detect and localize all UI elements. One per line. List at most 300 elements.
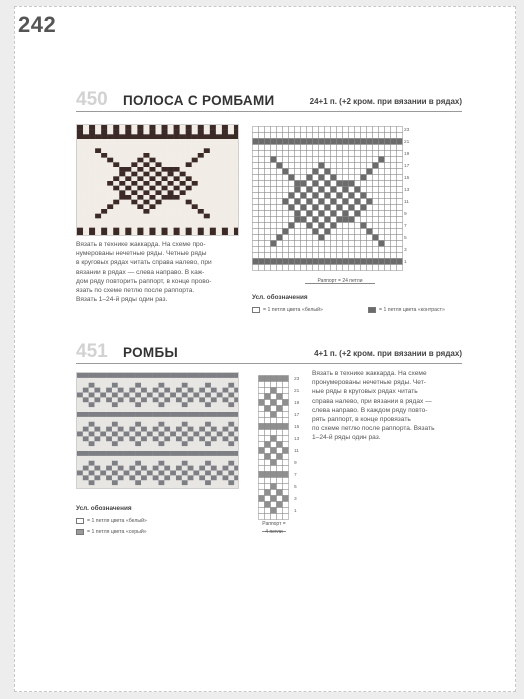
knit-stitch xyxy=(193,397,199,402)
pattern-451-legend-title: Усл. обозначения xyxy=(76,505,132,512)
knit-stitch xyxy=(141,397,147,402)
chart-cell xyxy=(391,163,397,169)
knit-stitch xyxy=(170,451,176,456)
knit-stitch xyxy=(223,432,229,437)
chart-cell xyxy=(373,145,379,151)
chart-cell xyxy=(367,151,373,157)
chart-cell xyxy=(271,412,277,418)
knit-stitch xyxy=(234,456,239,461)
knit-stitch xyxy=(113,134,119,139)
knit-stitch xyxy=(143,153,149,158)
knit-stitch xyxy=(223,485,229,489)
knit-stitch xyxy=(153,471,159,476)
chart-cell xyxy=(397,169,403,175)
knit-stitch xyxy=(135,422,141,427)
knit-stitch xyxy=(83,422,89,427)
knit-stitch xyxy=(217,417,223,422)
knit-stitch xyxy=(143,172,149,177)
knit-stitch xyxy=(125,158,131,163)
chart-cell xyxy=(283,229,289,235)
knit-stitch xyxy=(198,228,204,233)
knit-stitch xyxy=(211,475,217,480)
knit-stitch xyxy=(193,427,199,432)
chart-cell xyxy=(277,436,283,442)
knit-stitch xyxy=(83,232,89,236)
knit-stitch xyxy=(210,204,216,209)
knit-stitch xyxy=(95,181,101,186)
knit-stitch xyxy=(112,388,118,393)
chart-cell xyxy=(397,133,403,139)
chart-cell xyxy=(253,193,259,199)
knit-stitch xyxy=(118,471,124,476)
knit-stitch xyxy=(83,397,89,402)
chart-cell xyxy=(307,247,313,253)
chart-cell xyxy=(319,181,325,187)
knit-stitch xyxy=(135,393,141,398)
pattern-450-legend-white-label: = 1 петля цвета «белый» xyxy=(263,307,323,313)
knit-stitch xyxy=(228,190,234,195)
knit-stitch xyxy=(113,144,119,149)
knit-stitch xyxy=(204,158,210,163)
chart-cell xyxy=(265,253,271,259)
knit-stitch xyxy=(153,436,159,441)
knit-stitch xyxy=(174,204,180,209)
knit-stitch xyxy=(211,388,217,393)
knit-stitch xyxy=(234,451,239,456)
chart-cell xyxy=(265,145,271,151)
knit-stitch xyxy=(210,232,216,236)
knit-stitch xyxy=(101,223,107,228)
chart-cell xyxy=(277,448,283,454)
chart-cell xyxy=(385,205,391,211)
knit-stitch xyxy=(94,373,100,378)
knit-stitch xyxy=(204,209,210,214)
knit-stitch xyxy=(205,388,211,393)
knit-stitch xyxy=(188,393,194,398)
knit-stitch xyxy=(210,218,216,223)
knit-stitch xyxy=(228,139,234,144)
chart-cell xyxy=(331,169,337,175)
knit-stitch xyxy=(107,223,113,228)
knit-stitch xyxy=(192,158,198,163)
knit-stitch xyxy=(180,162,186,167)
knit-stitch xyxy=(112,456,118,461)
chart-cell xyxy=(283,247,289,253)
chart-cell xyxy=(259,259,265,265)
knit-stitch xyxy=(100,407,106,412)
knit-stitch xyxy=(170,441,176,446)
chart-cell xyxy=(361,211,367,217)
knit-stitch xyxy=(83,134,89,139)
knit-stitch xyxy=(164,441,170,446)
knit-stitch xyxy=(234,148,239,153)
knit-stitch xyxy=(95,144,101,149)
chart-cell xyxy=(277,508,283,514)
chart-cell xyxy=(265,460,271,466)
knit-stitch xyxy=(113,125,119,130)
knit-stitch xyxy=(159,466,165,471)
knit-stitch xyxy=(107,176,113,181)
knit-stitch xyxy=(89,200,95,205)
chart-cell xyxy=(385,163,391,169)
knit-stitch xyxy=(141,373,147,378)
chart-cell xyxy=(271,508,277,514)
chart-cell xyxy=(313,181,319,187)
knit-stitch xyxy=(143,195,149,200)
chart-cell xyxy=(367,193,373,199)
chart-cell xyxy=(301,235,307,241)
knit-stitch xyxy=(204,153,210,158)
knit-stitch xyxy=(198,144,204,149)
chart-cell xyxy=(277,235,283,241)
knit-stitch xyxy=(216,162,222,167)
chart-cell xyxy=(265,496,271,502)
knit-stitch xyxy=(164,378,170,383)
chart-cell xyxy=(331,187,337,193)
knit-stitch xyxy=(192,153,198,158)
chart-cell xyxy=(313,157,319,163)
knit-stitch xyxy=(153,402,159,407)
knit-stitch xyxy=(118,456,124,461)
knit-stitch xyxy=(153,397,159,402)
chart-cell xyxy=(331,205,337,211)
knit-stitch xyxy=(199,417,205,422)
knit-stitch xyxy=(188,485,194,489)
chart-cell xyxy=(367,211,373,217)
knit-stitch xyxy=(222,162,228,167)
knit-stitch xyxy=(228,475,234,480)
knit-stitch xyxy=(106,383,112,388)
knit-stitch xyxy=(119,181,125,186)
knit-stitch xyxy=(106,417,112,422)
chart-cell xyxy=(373,199,379,205)
knit-stitch xyxy=(198,176,204,181)
knit-stitch xyxy=(119,200,125,205)
knit-stitch xyxy=(159,441,165,446)
knit-stitch xyxy=(89,432,95,437)
knit-stitch xyxy=(193,393,199,398)
knit-stitch xyxy=(204,144,210,149)
knit-stitch xyxy=(222,176,228,181)
chart-cell xyxy=(349,157,355,163)
pattern-451-legend-white xyxy=(76,518,147,524)
knit-stitch xyxy=(198,125,204,130)
chart-cell xyxy=(379,253,385,259)
chart-cell xyxy=(355,145,361,151)
knit-stitch xyxy=(211,407,217,412)
chart-cell xyxy=(253,157,259,163)
knit-stitch xyxy=(119,130,125,135)
knit-stitch xyxy=(182,485,188,489)
knit-stitch xyxy=(176,397,182,402)
chart-cell xyxy=(319,169,325,175)
chart-cell xyxy=(271,193,277,199)
chart-cell xyxy=(355,223,361,229)
knit-stitch xyxy=(180,158,186,163)
knit-stitch xyxy=(113,195,119,200)
chart-cell xyxy=(301,181,307,187)
knit-stitch xyxy=(164,456,170,461)
chart-cell xyxy=(397,157,403,163)
knit-stitch xyxy=(83,446,89,451)
knit-stitch xyxy=(168,204,174,209)
chart-cell xyxy=(283,211,289,217)
knit-stitch xyxy=(205,456,211,461)
chart-cell xyxy=(337,181,343,187)
knit-stitch xyxy=(234,232,239,236)
knit-stitch xyxy=(77,378,83,383)
chart-cell xyxy=(259,127,265,133)
chart-cell xyxy=(271,424,277,430)
chart-cell xyxy=(325,265,331,271)
chart-cell xyxy=(295,151,301,157)
chart-cell xyxy=(277,502,283,508)
chart-cell xyxy=(373,139,379,145)
knit-stitch xyxy=(94,485,100,489)
knit-stitch xyxy=(168,200,174,205)
knit-stitch xyxy=(174,148,180,153)
knit-stitch xyxy=(83,432,89,437)
knit-stitch xyxy=(210,162,216,167)
chart-cell xyxy=(355,169,361,175)
knit-stitch xyxy=(222,181,228,186)
knit-stitch xyxy=(234,167,239,172)
knit-stitch xyxy=(216,144,222,149)
knit-stitch xyxy=(125,214,131,219)
knit-stitch xyxy=(217,397,223,402)
knit-stitch xyxy=(216,195,222,200)
knit-stitch xyxy=(205,402,211,407)
knit-stitch xyxy=(124,378,130,383)
knit-stitch xyxy=(129,407,135,412)
chart-cell xyxy=(361,145,367,151)
chart-cell xyxy=(307,145,313,151)
knit-stitch xyxy=(94,436,100,441)
chart-cell xyxy=(259,187,265,193)
knit-stitch xyxy=(210,130,216,135)
chart-cell xyxy=(253,241,259,247)
knit-stitch xyxy=(168,223,174,228)
knit-stitch xyxy=(205,485,211,489)
knit-stitch xyxy=(170,485,176,489)
chart-cell xyxy=(319,145,325,151)
knit-stitch xyxy=(228,461,234,466)
chart-cell xyxy=(343,229,349,235)
knit-stitch xyxy=(186,190,192,195)
knit-stitch xyxy=(155,190,161,195)
knit-stitch xyxy=(149,186,155,191)
chart-cell xyxy=(259,376,265,382)
knit-stitch xyxy=(155,176,161,181)
knit-stitch xyxy=(143,139,149,144)
chart-cell xyxy=(391,127,397,133)
chart-cell xyxy=(265,229,271,235)
knit-stitch xyxy=(211,383,217,388)
knit-stitch xyxy=(164,436,170,441)
knit-stitch xyxy=(182,466,188,471)
description-line: ные ряды в круговых рядах читать xyxy=(312,388,418,396)
chart-cell xyxy=(313,163,319,169)
knit-stitch xyxy=(199,432,205,437)
knit-stitch xyxy=(118,461,124,466)
knit-stitch xyxy=(211,471,217,476)
knit-stitch xyxy=(141,466,147,471)
knit-stitch xyxy=(176,412,182,417)
knit-stitch xyxy=(153,456,159,461)
knit-stitch xyxy=(182,480,188,485)
knit-stitch xyxy=(164,471,170,476)
knit-stitch xyxy=(193,451,199,456)
knit-stitch xyxy=(135,378,141,383)
chart-cell xyxy=(301,229,307,235)
chart-cell xyxy=(361,229,367,235)
chart-cell xyxy=(295,181,301,187)
knit-stitch xyxy=(125,153,131,158)
knit-stitch xyxy=(89,190,95,195)
knit-stitch xyxy=(137,218,143,223)
knit-stitch xyxy=(124,383,130,388)
chart-cell xyxy=(367,253,373,259)
chart-cell xyxy=(313,175,319,181)
knit-stitch xyxy=(199,393,205,398)
knit-stitch xyxy=(210,144,216,149)
knit-stitch xyxy=(228,186,234,191)
knit-stitch xyxy=(193,378,199,383)
knit-stitch xyxy=(176,461,182,466)
knit-stitch xyxy=(101,195,107,200)
knit-stitch xyxy=(119,232,125,236)
chart-cell xyxy=(283,163,289,169)
chart-cell xyxy=(277,151,283,157)
chart-cell xyxy=(313,187,319,193)
knit-stitch xyxy=(223,471,229,476)
knit-stitch xyxy=(106,397,112,402)
knit-stitch xyxy=(234,130,239,135)
knit-stitch xyxy=(170,446,176,451)
knit-stitch xyxy=(159,407,165,412)
chart-cell xyxy=(349,139,355,145)
chart-cell xyxy=(325,229,331,235)
chart-cell xyxy=(313,145,319,151)
knit-stitch xyxy=(101,139,107,144)
chart-cell xyxy=(361,241,367,247)
knit-stitch xyxy=(162,130,168,135)
knit-stitch xyxy=(204,200,210,205)
knit-stitch xyxy=(234,218,239,223)
knit-stitch xyxy=(83,466,89,471)
chart-cell xyxy=(397,253,403,259)
knit-stitch xyxy=(234,204,239,209)
chart-cell xyxy=(265,187,271,193)
knit-stitch xyxy=(182,373,188,378)
chart-cell xyxy=(277,478,283,484)
knit-stitch xyxy=(149,134,155,139)
chart-cell xyxy=(313,235,319,241)
knit-stitch xyxy=(147,393,153,398)
knit-stitch xyxy=(149,153,155,158)
knit-stitch xyxy=(216,125,222,130)
chart-cell xyxy=(373,169,379,175)
knit-stitch xyxy=(182,475,188,480)
knit-stitch xyxy=(95,195,101,200)
chart-cell xyxy=(289,265,295,271)
knit-stitch xyxy=(199,446,205,451)
knit-stitch xyxy=(118,480,124,485)
knit-stitch xyxy=(131,125,137,130)
chart-cell xyxy=(289,139,295,145)
knit-stitch xyxy=(170,471,176,476)
knit-stitch xyxy=(170,383,176,388)
knit-stitch xyxy=(228,373,234,378)
chart-cell xyxy=(265,199,271,205)
chart-cell xyxy=(277,169,283,175)
chart-cell xyxy=(385,187,391,193)
chart-cell xyxy=(361,247,367,253)
chart-cell xyxy=(343,241,349,247)
chart-cell xyxy=(385,175,391,181)
knit-stitch xyxy=(141,485,147,489)
knit-stitch xyxy=(188,466,194,471)
chart-cell xyxy=(271,484,277,490)
knit-stitch xyxy=(113,186,119,191)
chart-cell xyxy=(331,175,337,181)
chart-cell xyxy=(271,133,277,139)
chart-cell xyxy=(271,442,277,448)
knit-stitch xyxy=(155,172,161,177)
knit-stitch xyxy=(176,373,182,378)
knit-stitch xyxy=(180,125,186,130)
chart-cell xyxy=(259,400,265,406)
knit-stitch xyxy=(168,144,174,149)
chart-cell xyxy=(265,376,271,382)
chart-cell xyxy=(253,181,259,187)
knit-stitch xyxy=(77,218,83,223)
knit-stitch xyxy=(180,228,186,233)
chart-cell xyxy=(319,157,325,163)
knit-stitch xyxy=(211,427,217,432)
knit-stitch xyxy=(228,407,234,412)
knit-stitch xyxy=(135,388,141,393)
chart-cell xyxy=(283,508,289,514)
knit-stitch xyxy=(124,471,130,476)
chart-cell xyxy=(325,175,331,181)
knit-stitch xyxy=(149,204,155,209)
knit-stitch xyxy=(118,475,124,480)
knit-stitch xyxy=(112,461,118,466)
chart-cell xyxy=(385,229,391,235)
knit-stitch xyxy=(137,125,143,130)
chart-cell xyxy=(307,217,313,223)
chart-cell xyxy=(259,418,265,424)
chart-cell xyxy=(361,187,367,193)
chart-cell xyxy=(277,229,283,235)
knit-stitch xyxy=(137,172,143,177)
knit-stitch xyxy=(137,176,143,181)
knit-stitch xyxy=(129,451,135,456)
knit-stitch xyxy=(211,417,217,422)
knit-stitch xyxy=(112,397,118,402)
knit-stitch xyxy=(94,466,100,471)
chart-cell xyxy=(283,406,289,412)
chart-cell xyxy=(283,484,289,490)
chart-cell xyxy=(295,187,301,193)
knit-stitch xyxy=(234,466,239,471)
knit-stitch xyxy=(125,139,131,144)
knit-stitch xyxy=(155,158,161,163)
knit-stitch xyxy=(164,373,170,378)
knit-stitch xyxy=(176,441,182,446)
knit-stitch xyxy=(100,432,106,437)
